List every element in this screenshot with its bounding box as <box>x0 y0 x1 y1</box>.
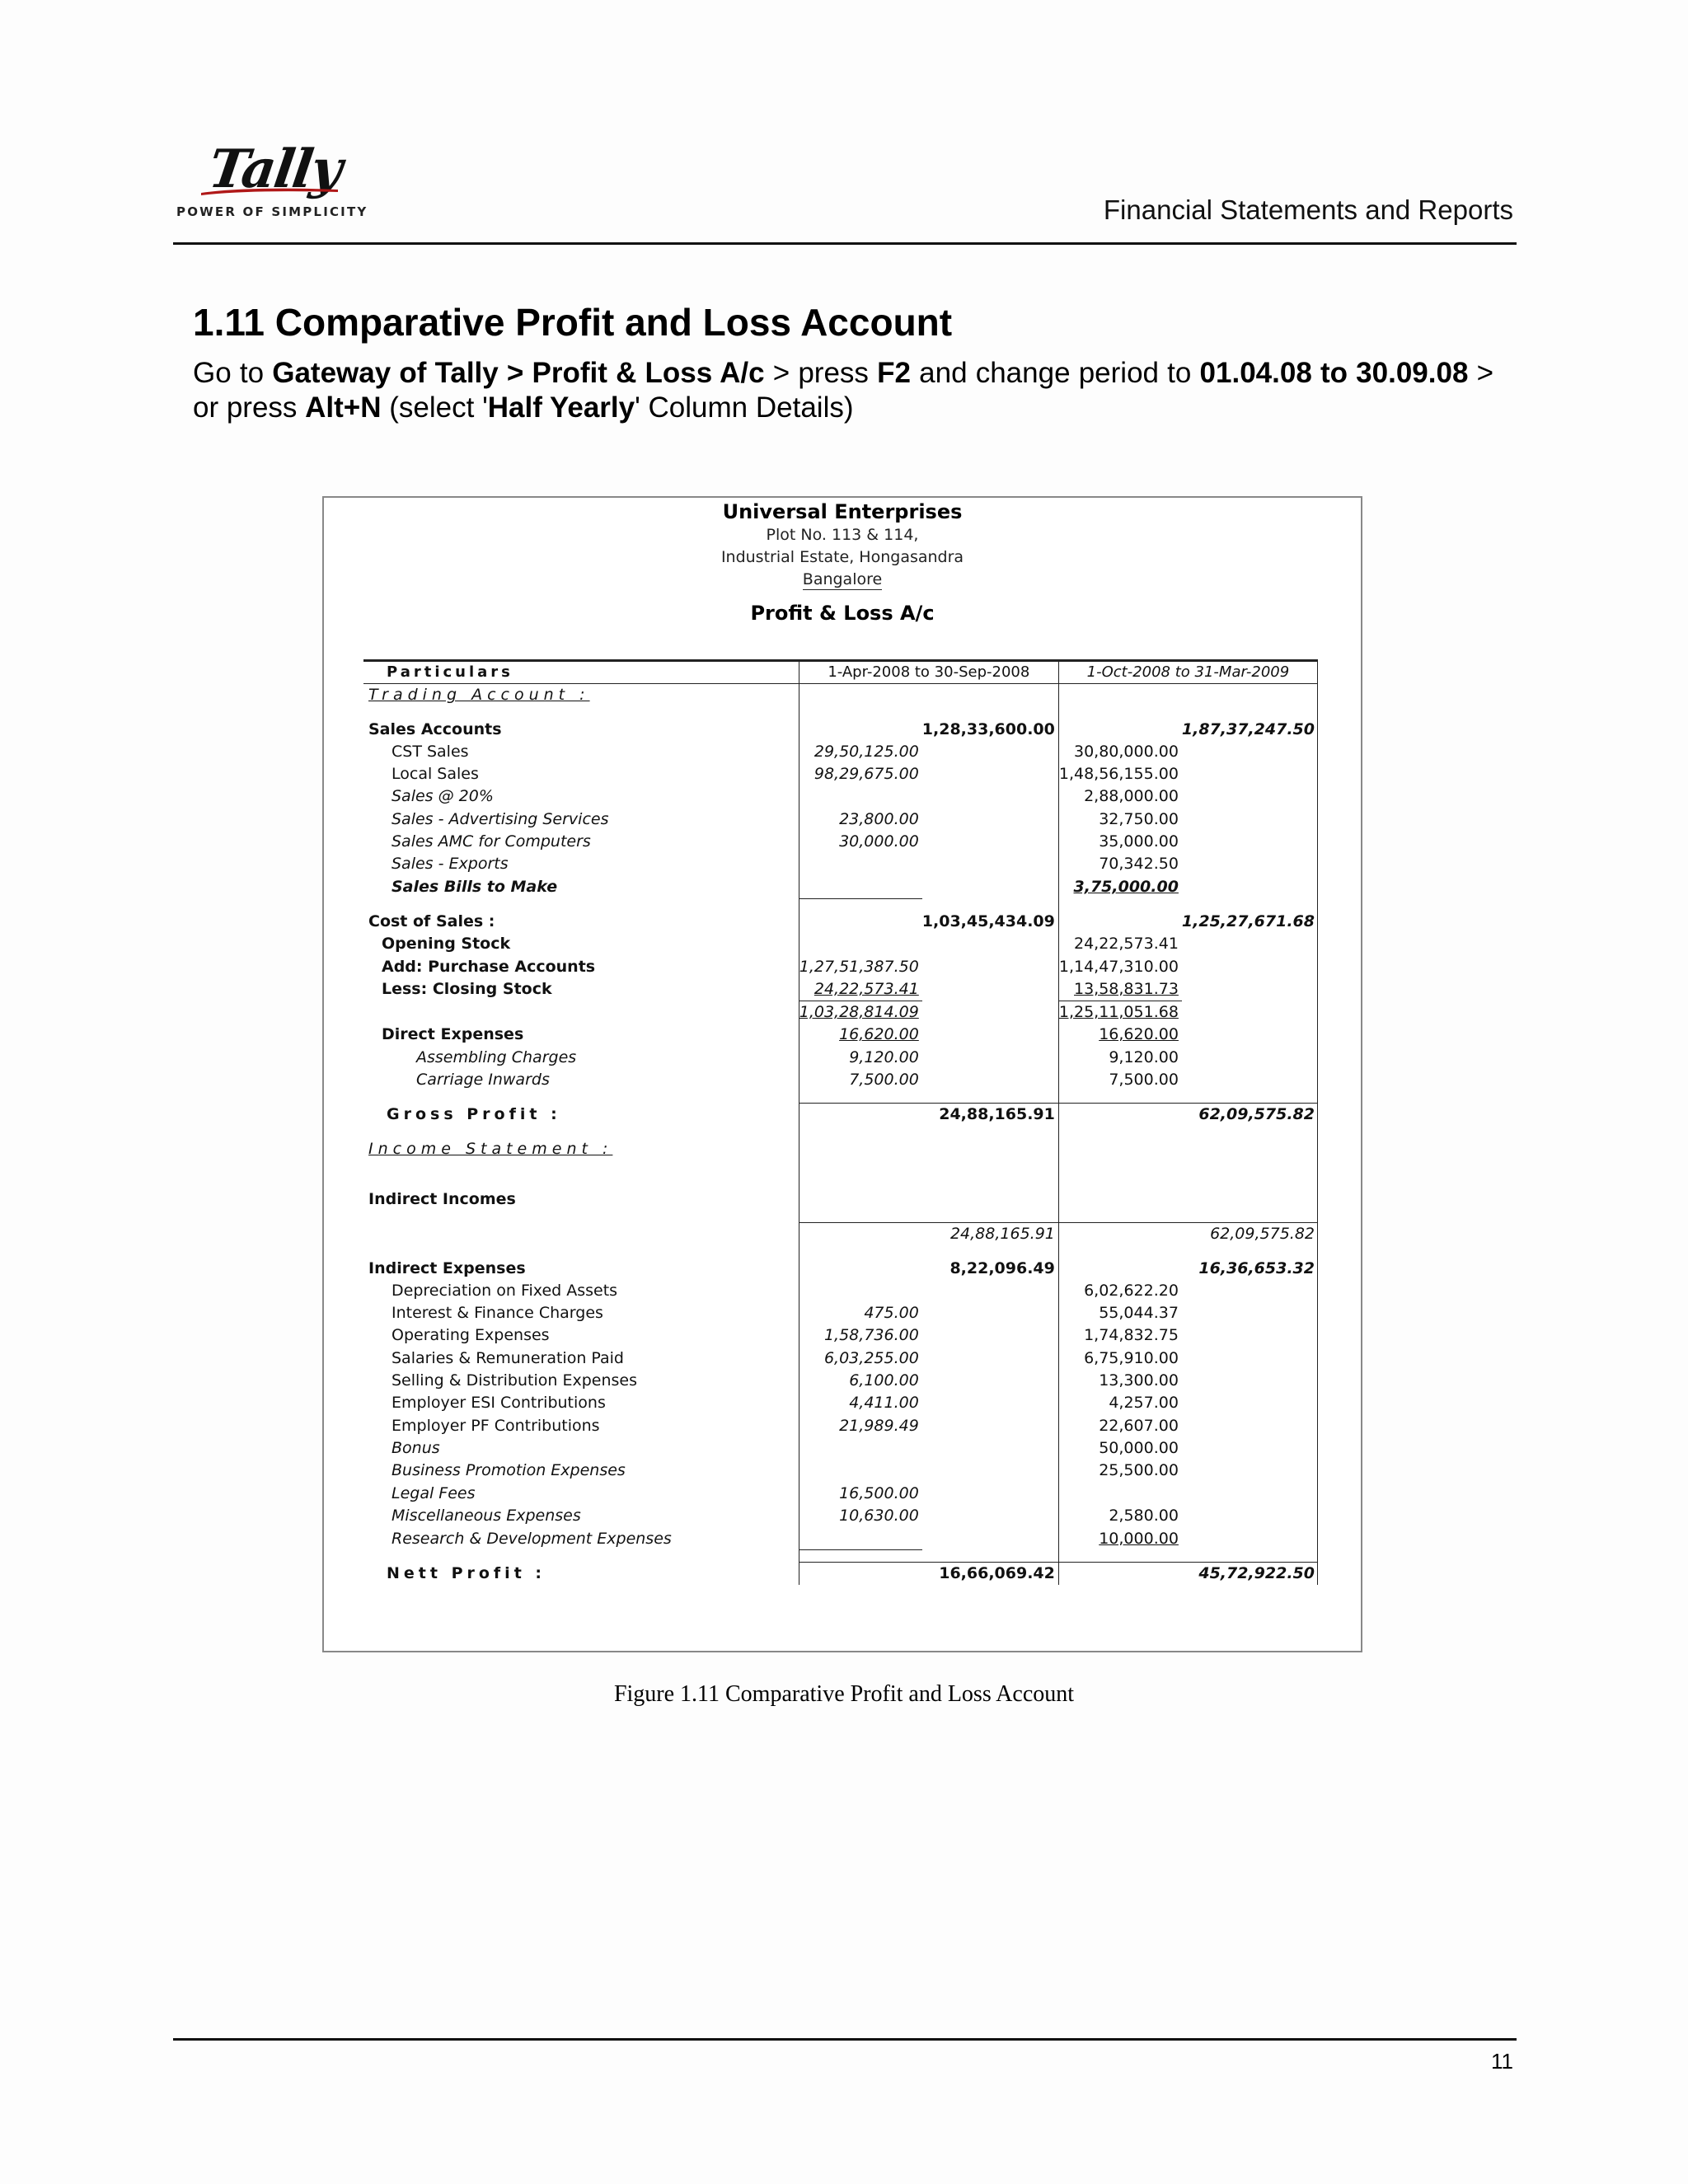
row-label: Bonus <box>363 1437 799 1460</box>
tally-logo <box>176 138 374 221</box>
company-address-line1: Plot No. 113 & 114, <box>766 526 919 544</box>
profit-loss-figure <box>322 496 1362 1652</box>
row-label: Sales AMC for Computers <box>363 831 799 853</box>
row-label: Less: Closing Stock <box>363 978 799 1001</box>
row-value-p1: 1,03,28,814.09 <box>799 1001 922 1024</box>
table-row <box>363 741 1318 763</box>
row-value-p2: 4,257.00 <box>1109 1394 1179 1413</box>
row-value-p1: 10,630.00 <box>839 1506 919 1525</box>
row-label: Sales - Exports <box>363 853 799 875</box>
row-value-p2: 3,75,000.00 <box>1073 878 1179 897</box>
row-value-p2: 24,22,573.41 <box>1074 935 1179 954</box>
row-label: Selling & Distribution Expenses <box>363 1370 799 1392</box>
income-statement-heading: Income Statement : <box>363 1137 799 1160</box>
row-label: Legal Fees <box>363 1482 799 1504</box>
row-value-p2: 35,000.00 <box>1099 832 1179 851</box>
table-row <box>363 875 1318 898</box>
table-row <box>363 1302 1318 1324</box>
table-row <box>363 1257 1318 1279</box>
table-row <box>363 1280 1318 1302</box>
table-row <box>363 933 1318 955</box>
row-value-p2: 7,500.00 <box>1109 1071 1179 1090</box>
table-row <box>363 785 1318 808</box>
table-row <box>363 1505 1318 1527</box>
table-row <box>363 1414 1318 1436</box>
row-label: CST Sales <box>363 741 799 763</box>
row-label: Cost of Sales : <box>363 911 799 933</box>
row-value-p1: 23,800.00 <box>839 809 919 828</box>
row-label: Miscellaneous Expenses <box>363 1505 799 1527</box>
table-header <box>363 661 1318 684</box>
table-row <box>363 718 1318 740</box>
gross-profit-label: Gross Profit : <box>363 1104 799 1127</box>
row-value-p2: 50,000.00 <box>1099 1438 1179 1457</box>
table-row <box>363 1460 1318 1482</box>
row-value-p2: 2,88,000.00 <box>1084 787 1179 806</box>
row-value-p1: 8,22,096.49 <box>922 1257 1059 1279</box>
row-label: Depreciation on Fixed Assets <box>363 1280 799 1302</box>
row-value-p1 <box>799 1527 922 1550</box>
figure-caption: Figure 1.11 Comparative Profit and Loss Account <box>613 1681 1075 1707</box>
nett-profit-label: Nett Profit : <box>363 1563 799 1586</box>
table-row <box>363 808 1318 830</box>
instructions: Go to Gateway of Tally > Profit & Loss A/c > press F2 and change period to 01.04.08 to 30.09.08 > or press Alt+N (select 'Half Yearly' Column Details) <box>193 357 1494 424</box>
row-label: Indirect Incomes <box>363 1188 799 1211</box>
row-value-p1 <box>799 875 922 898</box>
table-row <box>363 1046 1318 1068</box>
row-label: Salaries & Remuneration Paid <box>363 1347 799 1369</box>
row-label: Operating Expenses <box>363 1324 799 1347</box>
row-value-p2: 6,02,622.20 <box>1084 1281 1179 1300</box>
table-row <box>363 1437 1318 1460</box>
row-value-p1: 9,120.00 <box>849 1047 919 1066</box>
income-total-p1: 24,88,165.91 <box>922 1222 1059 1245</box>
row-value-p1: 30,000.00 <box>839 832 919 851</box>
table-row <box>363 1527 1318 1550</box>
gross-profit-p2: 62,09,575.82 <box>1182 1104 1318 1127</box>
footer-rule <box>173 2038 1517 2041</box>
row-value-p1: 1,28,33,600.00 <box>922 718 1059 740</box>
gross-profit-p1: 24,88,165.91 <box>922 1104 1059 1127</box>
row-label: Carriage Inwards <box>363 1069 799 1091</box>
logo-wordmark: Tally <box>204 138 345 200</box>
row-value-p2: 22,607.00 <box>1099 1416 1179 1435</box>
row-label: Research & Development Expenses <box>363 1527 799 1550</box>
company-city: Bangalore <box>802 570 883 588</box>
report-title: Profit & Loss A/c <box>750 602 935 625</box>
row-label: Employer ESI Contributions <box>363 1392 799 1414</box>
table-row <box>363 1222 1318 1245</box>
col-period-2: 1-Oct-2008 to 31-Mar-2009 <box>1058 661 1317 684</box>
table-row <box>363 1001 1318 1024</box>
company-address-line2: Industrial Estate, Hongasandra <box>720 548 964 566</box>
row-value-p1: 475.00 <box>864 1304 919 1323</box>
row-value-p2: 6,75,910.00 <box>1084 1348 1179 1367</box>
page-number: 11 <box>1491 2049 1513 2074</box>
table-row <box>363 1324 1318 1347</box>
row-value-p1 <box>799 1280 922 1302</box>
table-row <box>363 978 1318 1001</box>
row-value-p2: 1,14,47,310.00 <box>1058 957 1179 976</box>
row-value-p1: 6,100.00 <box>849 1371 919 1390</box>
row-value-p2: 1,74,832.75 <box>1084 1326 1179 1345</box>
col-particulars: Particulars <box>363 661 799 684</box>
logo-tagline: POWER OF SIMPLICITY <box>176 204 368 219</box>
row-label: Sales Bills to Make <box>363 875 799 898</box>
header-title: Financial Statements and Reports <box>1103 194 1513 225</box>
table-row <box>363 911 1318 933</box>
logo-swoosh-icon <box>199 185 340 196</box>
row-value-p2: 55,044.37 <box>1099 1304 1179 1323</box>
row-value-p2: 2,580.00 <box>1109 1506 1179 1525</box>
row-label: Sales Accounts <box>363 718 799 740</box>
nett-profit-p2: 45,72,922.50 <box>1182 1563 1318 1586</box>
row-value-p1: 4,411.00 <box>849 1394 919 1413</box>
row-value-p1: 1,03,45,434.09 <box>922 911 1059 933</box>
row-value-p2: 16,620.00 <box>1099 1025 1179 1044</box>
row-value-p2: 1,48,56,155.00 <box>1058 765 1179 784</box>
row-label: Assembling Charges <box>363 1046 799 1068</box>
table-row <box>363 1370 1318 1392</box>
row-label: Employer PF Contributions <box>363 1414 799 1436</box>
table-row <box>363 1347 1318 1369</box>
row-label: Indirect Expenses <box>363 1257 799 1279</box>
row-value-p1: 21,989.49 <box>839 1416 919 1435</box>
table-row <box>363 763 1318 785</box>
pl-statement-table <box>363 659 1318 1585</box>
row-value-p1: 24,22,573.41 <box>814 979 919 998</box>
table-row <box>363 1024 1318 1046</box>
row-value-p2: 1,87,37,247.50 <box>1182 718 1318 740</box>
row-value-p2: 70,342.50 <box>1099 855 1179 874</box>
row-value-p2: 1,25,27,671.68 <box>1182 911 1318 933</box>
row-label: Sales @ 20% <box>363 785 799 808</box>
row-value-p2: 1,25,11,051.68 <box>1058 1001 1182 1024</box>
table-row <box>363 1104 1318 1127</box>
row-value-p2: 9,120.00 <box>1109 1047 1179 1066</box>
row-value-p2: 16,36,653.32 <box>1182 1257 1318 1279</box>
table-row <box>363 1137 1318 1160</box>
row-value-p1: 7,500.00 <box>849 1071 919 1090</box>
table-row <box>363 853 1318 875</box>
row-value-p1: 16,620.00 <box>839 1025 919 1044</box>
col-period-1: 1-Apr-2008 to 30-Sep-2008 <box>799 661 1058 684</box>
row-value-p1 <box>799 1460 922 1482</box>
section-title: 1.11 Comparative Profit and Loss Account <box>193 301 953 344</box>
table-row <box>363 955 1318 977</box>
income-total-p2: 62,09,575.82 <box>1182 1222 1318 1245</box>
row-value-p1 <box>799 933 922 955</box>
row-value-p2: 25,500.00 <box>1099 1461 1179 1480</box>
row-value-p2: 30,80,000.00 <box>1074 742 1179 761</box>
row-label: Sales - Advertising Services <box>363 808 799 830</box>
table-row <box>363 1069 1318 1091</box>
row-value-p1: 1,27,51,387.50 <box>799 957 919 976</box>
row-value-p1: 98,29,675.00 <box>814 765 919 784</box>
row-label: Add: Purchase Accounts <box>363 955 799 977</box>
row-value-p1: 1,58,736.00 <box>823 1326 919 1345</box>
trading-account-heading: Trading Account : <box>363 684 799 707</box>
company-name: Universal Enterprises <box>722 500 963 523</box>
table-row <box>363 1482 1318 1504</box>
row-value-p1: 29,50,125.00 <box>814 742 919 761</box>
row-label: Direct Expenses <box>363 1024 799 1046</box>
table-row <box>363 1188 1318 1211</box>
table-row <box>363 1563 1318 1586</box>
row-value-p2 <box>1058 1482 1182 1504</box>
row-value-p2: 10,000.00 <box>1099 1529 1179 1548</box>
row-label: Local Sales <box>363 763 799 785</box>
nett-profit-p1: 16,66,069.42 <box>922 1563 1059 1586</box>
header-rule <box>173 242 1517 245</box>
row-value-p2: 32,750.00 <box>1099 809 1179 828</box>
row-value-p1: 16,500.00 <box>839 1483 919 1502</box>
row-value-p1 <box>799 1437 922 1460</box>
row-label: Interest & Finance Charges <box>363 1302 799 1324</box>
table-row <box>363 684 1318 707</box>
row-label: Business Promotion Expenses <box>363 1460 799 1482</box>
row-value-p1 <box>799 853 922 875</box>
row-value-p1: 6,03,255.00 <box>823 1348 919 1367</box>
row-value-p1 <box>799 785 922 808</box>
row-value-p2: 13,58,831.73 <box>1074 979 1179 998</box>
table-row <box>363 831 1318 853</box>
row-label: Opening Stock <box>363 933 799 955</box>
row-value-p2: 13,300.00 <box>1099 1371 1179 1390</box>
table-row <box>363 1392 1318 1414</box>
